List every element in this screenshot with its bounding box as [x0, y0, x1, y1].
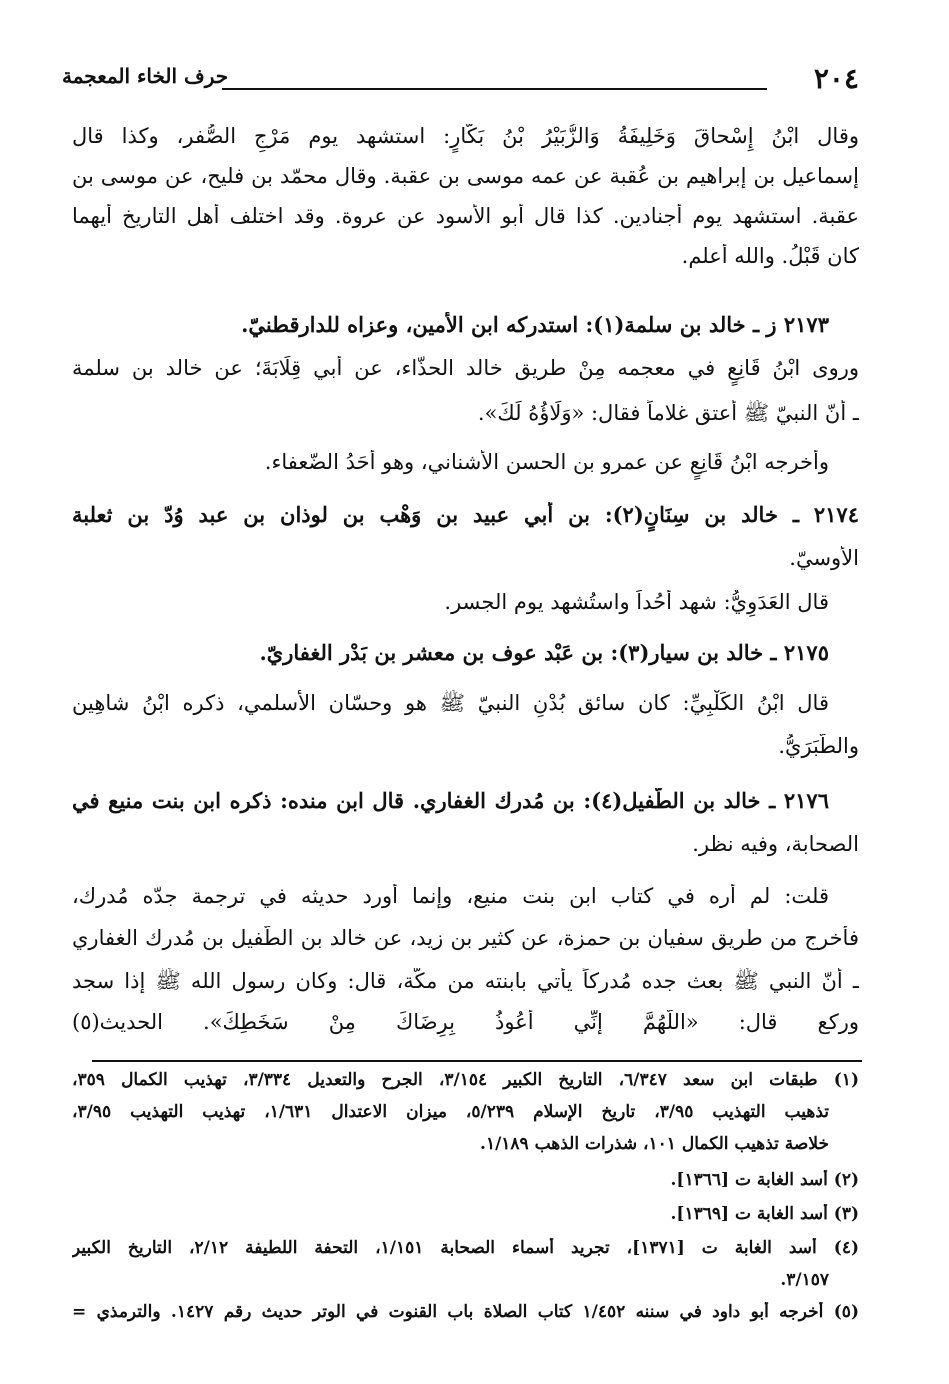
header-rule	[222, 88, 767, 90]
footnote-4: (٤) أسد الغابة ت [١٣٧١]، تجريد أسماء الصحابة ١/١٥١، التحفة اللطيفة ٢/١٢، التاريخ الكبير	[72, 1238, 859, 1258]
text-line: والطَّبَرَيُّ.	[778, 734, 859, 758]
footnote-1: (١) طبقات ابن سعد ٦/٣٤٧، التاريخ الكبير ٣/١٥٤، الجرح والتعديل ٣/٣٣٤، تهذيب الكمال ٣٥٩،	[72, 1070, 859, 1090]
text-line: الأوسيّ.	[789, 546, 859, 570]
footnote-separator	[92, 1060, 862, 1062]
text-line: قلت: لم أره في كتاب ابن بنت منيع، وإنما أورد حديثه في ترجمة جدّه مُدرك،	[72, 884, 829, 908]
text-line: إسماعيل بن إبراهيم بن عُقبة عن عمه موسى بن عقبة. وقال محمّد بن فليح، عن موسى بن	[72, 164, 859, 188]
footnote-1-cont: خلاصة تذهيب الكمال ١٠١، شذرات الذهب ١/١٨٩.	[480, 1134, 829, 1154]
text-line: وروى ابْنُ قَانِعٍ في معجمه مِنْ طريق خالد الحذّاء، عن أبي قِلَابَةَ؛ عن خالد بن سلمة	[72, 356, 859, 380]
text-line: فأخرج من طريق سفيان بن حمزة، عن كثير بن زيد، عن خالد بن الطّفيل بن مُدرك الغفاري	[72, 926, 859, 950]
entry-2176-heading: ٢١٧٦ ـ خالد بن الطُّفيل(٤): بن مُدرك الغفاري. قال ابن منده: ذكره ابن بنت منيع في	[72, 788, 829, 813]
footnote-5: (٥) أخرجه أبو داود في سننه ١/٤٥٢ كتاب الصلاة باب القنوت في الوتر حديث رقم ١٤٢٧. والترمذي =	[72, 1302, 859, 1322]
chapter-title: حرف الخاء المعجمة	[62, 64, 229, 88]
text-line: ـ أنّ النبيّ ﷺ أعتق غلاماً فقال: «وَلَاؤُهُ لَكَ».	[477, 401, 859, 425]
footnote-4-cont: ٣/١٥٧.	[780, 1270, 829, 1290]
text-line: ـ أنّ النبي ﷺ بعث جده مُدركاً يأتي بابنته من مكّة، قال: وكان رسول الله ﷺ إذا سجد	[72, 969, 859, 993]
text-line: عقبة. استشهد يوم أجنادين. كذا قال أبو الأسود عن عروة. وقد اختلف أهل التاريخ أيهما	[72, 204, 859, 228]
text-line: وقال ابْنُ إِسْحاقَ وَخَلِيفَةُ وَالزُّبَيْرُ بْنُ بَكَّارٍ: استشهد يوم مَرْجِ الصُّفر، وكذا قال	[72, 124, 859, 148]
text-line: وأخرجه ابْنُ قَانِعٍ عن عمرو بن الحسن الأُشناني، وهو أحَدُ الضّعفاء.	[264, 450, 829, 474]
entry-2174-heading: ٢١٧٤ ـ خالد بن سِنَانٍ(٢): بن أبي عبيد بن وَهْب بن لوذان بن عبد وُدّ بن ثعلبة	[72, 502, 859, 527]
entry-2173-heading: ٢١٧٣ ز ـ خالد بن سلمة(١): استدركه ابن الأمين، وعزاه للدارقطنيّ.	[241, 312, 829, 337]
text-line: كان قَبْلُ. والله أعلم.	[681, 244, 859, 268]
text-line: قال العَدَوِيُّ: شهد أُحُداً واستُشهد يوم الجسر.	[444, 590, 829, 614]
text-line: قال ابْنُ الكَلْبِيِّ: كان سائق بُدْنِ النبيّ ﷺ هو وحسّان الأسلمي، ذكره ابْنُ شاهِين	[72, 691, 829, 715]
text-line: وركع قال: «اللَّهُمَّ إنِّي أعُوذُ بِرِضَاكَ مِنْ سَخَطِكَ». الحديث(٥)	[72, 1010, 859, 1034]
footnote-2: (٢) أسد الغابة ت [١٣٦٦].	[670, 1170, 859, 1190]
page-number: ٢٠٤	[813, 62, 859, 95]
entry-2175-heading: ٢١٧٥ ـ خالد بن سيار(٣): بن عَبْد عوف بن معشر بن بَدْر الغفاريّ.	[259, 640, 829, 665]
running-header	[62, 62, 859, 102]
text-line: الصحابة، وفيه نظر.	[692, 832, 859, 856]
footnote-3: (٣) أسد الغابة ت [١٣٦٩].	[670, 1204, 859, 1224]
footnote-1-cont: تذهيب التهذيب ٣/٩٥، تاريخ الإسلام ٥/٢٣٩، ميزان الاعتدال ١/٦٣١، تهذيب التهذيب ٣/٩٥،	[72, 1102, 829, 1122]
